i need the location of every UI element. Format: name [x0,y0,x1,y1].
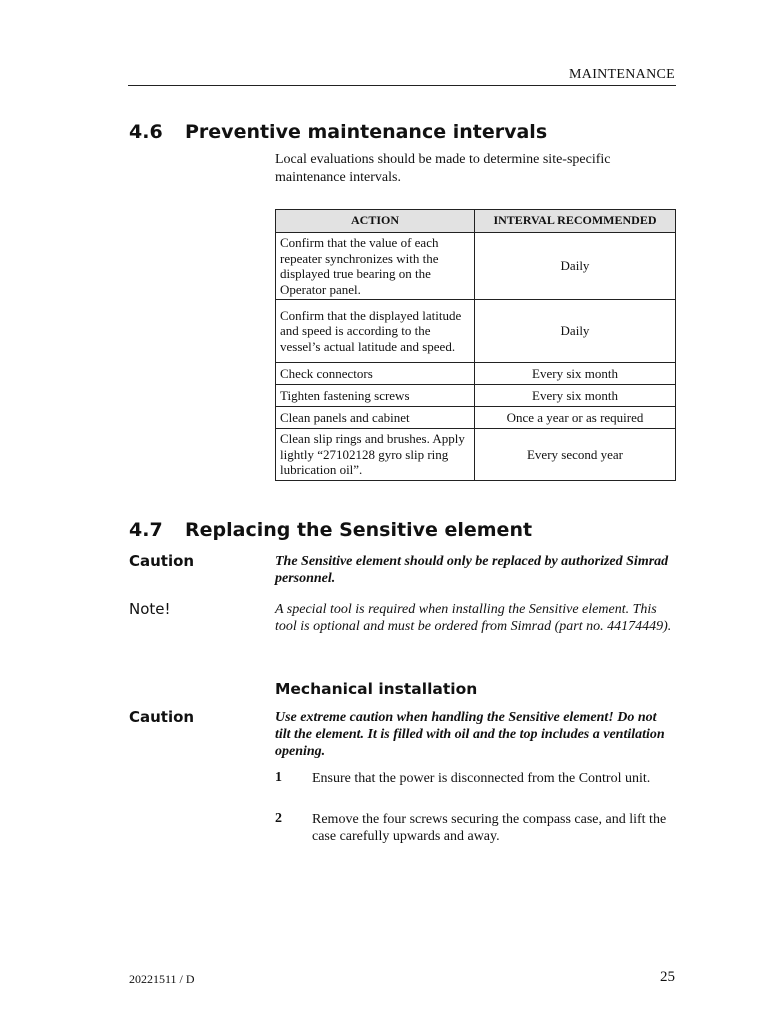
interval-cell: Once a year or as required [475,407,676,429]
caution-label: Caution [129,552,195,570]
intro-paragraph: Local evaluations should be made to determine site-specific maintenance intervals. [275,152,611,185]
step-number: 1 [275,770,282,785]
column-header-action: ACTION [276,210,475,233]
step-text: Remove the four screws securing the compass case, and lift the case carefully upwards and away. [312,812,667,844]
caution-text: The Sensitive element should only be replaced by authorized Simrad personnel. [275,554,669,586]
table-row [276,407,676,429]
section-number: 4.7 [129,519,163,541]
action-cell: Clean slip rings and brushes. Apply lightly “27102128 gyro slip ring lubrication oil”. [276,429,475,481]
section-number: 4.6 [129,121,163,143]
action-cell: Check connectors [276,363,475,385]
table-row [276,300,676,363]
action-cell: Clean panels and cabinet [276,407,475,429]
note-label: Note! [129,600,171,618]
table-row [276,385,676,407]
column-header-interval: INTERVAL RECOMMENDED [475,210,676,233]
table-row [276,429,676,481]
subheading-mechanical-installation: Mechanical installation [275,680,478,698]
header-rule [128,85,676,86]
section-heading-4-6 [129,121,547,143]
running-header: MAINTENANCE [569,67,675,82]
interval-cell: Every second year [475,429,676,481]
note-text: A special tool is required when installing the Sensitive element. This tool is optional and must be ordered from Simrad (part no. 44174449). [275,602,672,634]
page-number: 25 [660,969,675,985]
table-header-row [276,210,676,233]
action-cell: Confirm that the displayed latitude and speed is according to the vessel’s actual latitude and speed. [276,300,475,363]
interval-cell: Every six month [475,363,676,385]
interval-cell: Every six month [475,385,676,407]
caution-text: Use extreme caution when handling the Sensitive element! Do not tilt the element. It is filled with oil and the top includes a ventilation opening. [275,710,665,759]
maintenance-intervals-table [275,209,676,481]
caution-label: Caution [129,708,195,726]
interval-cell: Daily [475,233,676,300]
step-text: Ensure that the power is disconnected from the Control unit. [312,771,651,786]
table-row [276,233,676,300]
table-row [276,363,676,385]
section-title: Replacing the Sensitive element [185,519,533,541]
document-id: 20221511 / D [129,972,195,986]
interval-cell: Daily [475,300,676,363]
action-cell: Tighten fastening screws [276,385,475,407]
action-cell: Confirm that the value of each repeater synchronizes with the displayed true bearing on the Operator panel. [276,233,475,300]
section-title: Preventive maintenance intervals [185,121,548,143]
section-heading-4-7 [129,519,532,541]
step-number: 2 [275,811,282,826]
